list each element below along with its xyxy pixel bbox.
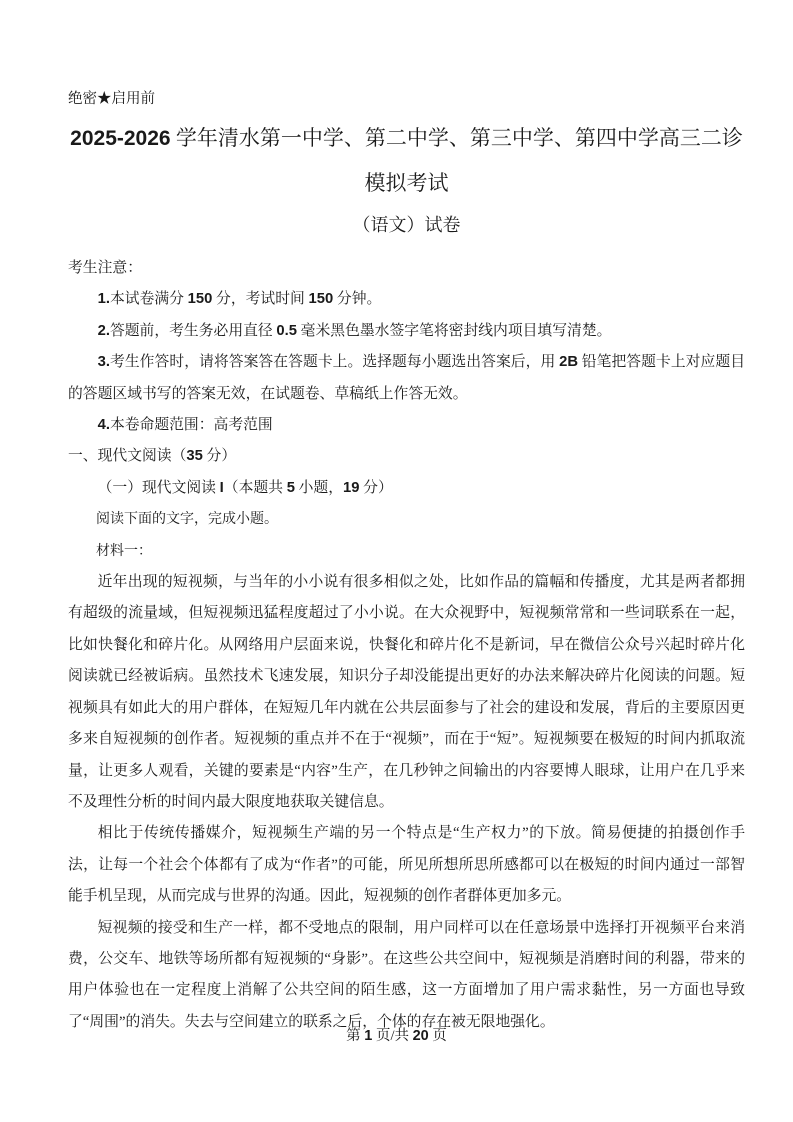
candidate-notice-block <box>68 253 745 441</box>
page-number: 第 1 页/共 20 页 <box>346 1028 447 1044</box>
exam-title: 2025-2026 学年清水第一中学、第二中学、第三中学、第四中学高三二诊模拟考试 <box>70 126 743 195</box>
security-classification-label: 绝密★启用前 <box>68 91 155 107</box>
exam-subject-subtitle: （语文）试卷 <box>352 215 461 235</box>
material-one-label: 材料一： <box>96 543 152 559</box>
notice-item-2: 2.答题前，考生务必用直径 0.5 毫米黑色墨水签字笔将密封线内项目填写清楚。 <box>97 322 612 339</box>
notice-item-1: 1.本试卷满分 150 分，考试时间 150 分钟。 <box>97 291 382 308</box>
notice-heading: 考生注意： <box>68 260 142 276</box>
material-paragraph-1: 近年出现的短视频，与当年的小小说有很多相似之处，比如作品的篇幅和传播度，尤其是两者都拥有超级的流量域，但短视频迅猛程度超过了小小说。在大众视野中，短视频常常和一些词联系在一起，比如快餐化和碎片化。从网络用户层面来说，快餐化和碎片化不是新词，早在微信公众号兴起时碎片化阅读就已经被诟病。虽然技术飞速发展，知识分子却没能提出更好的办法来解决碎片化阅读的问题。短视频具有如此大的用户群体，在短短几年内就在公共层面参与了社会的建设和发展，背后的主要原因更多来自短视频的创作者。短视频的重点并不在于“视频”，而在于“短”。短视频要在极短的时间内抓取流量，让更多人观看，关键的要素是“内容”生产，在几秒钟之间输出的内容要博人眼球，让用户在几乎来不及理性分析的时间内最大限度地获取关键信息。 <box>68 574 745 810</box>
section-heading-modern-reading: 一、现代文阅读（35 分） <box>68 448 237 465</box>
material-paragraph-2: 相比于传统传播媒介，短视频生产端的另一个特点是“生产权力”的下放。简易便捷的拍摄创作手法，让每一个社会个体都有了成为“作者”的可能，所见所想所思所感都可以在极短的时间内通过一部智能手机呈现，从而完成与世界的沟通。因此，短视频的创作者群体更加多元。 <box>68 825 745 905</box>
notice-item-3: 3.考生作答时，请将答案答在答题卡上。选择题每小题选出答案后，用 2B 铅笔把答题卡上对应题目的答题区域书写的答案无效，在试题卷、草稿纸上作答无效。 <box>68 354 746 402</box>
reading-instruction: 阅读下面的文字，完成小题。 <box>96 512 278 528</box>
notice-item-4: 4.本卷命题范围：高考范围 <box>97 417 273 434</box>
material-paragraph-3: 短视频的接受和生产一样，都不受地点的限制，用户同样可以在任意场景中选择打开视频平台来消费，公交车、地铁等场所都有短视频的“身影”。在这些公共空间中，短视频是消磨时间的利器，带来的用户体验也在一定程度上消解了公共空间的陌生感，这一方面增加了用户需求黏性，另一方面也导致了“周围”的消失。失去与空间建立的联系之后，个体的存在被无限地强化。 <box>68 919 745 1030</box>
subsection-heading-reading-1: （一）现代文阅读 I（本题共 5 小题，19 分） <box>97 479 393 496</box>
page-content <box>68 88 745 1038</box>
